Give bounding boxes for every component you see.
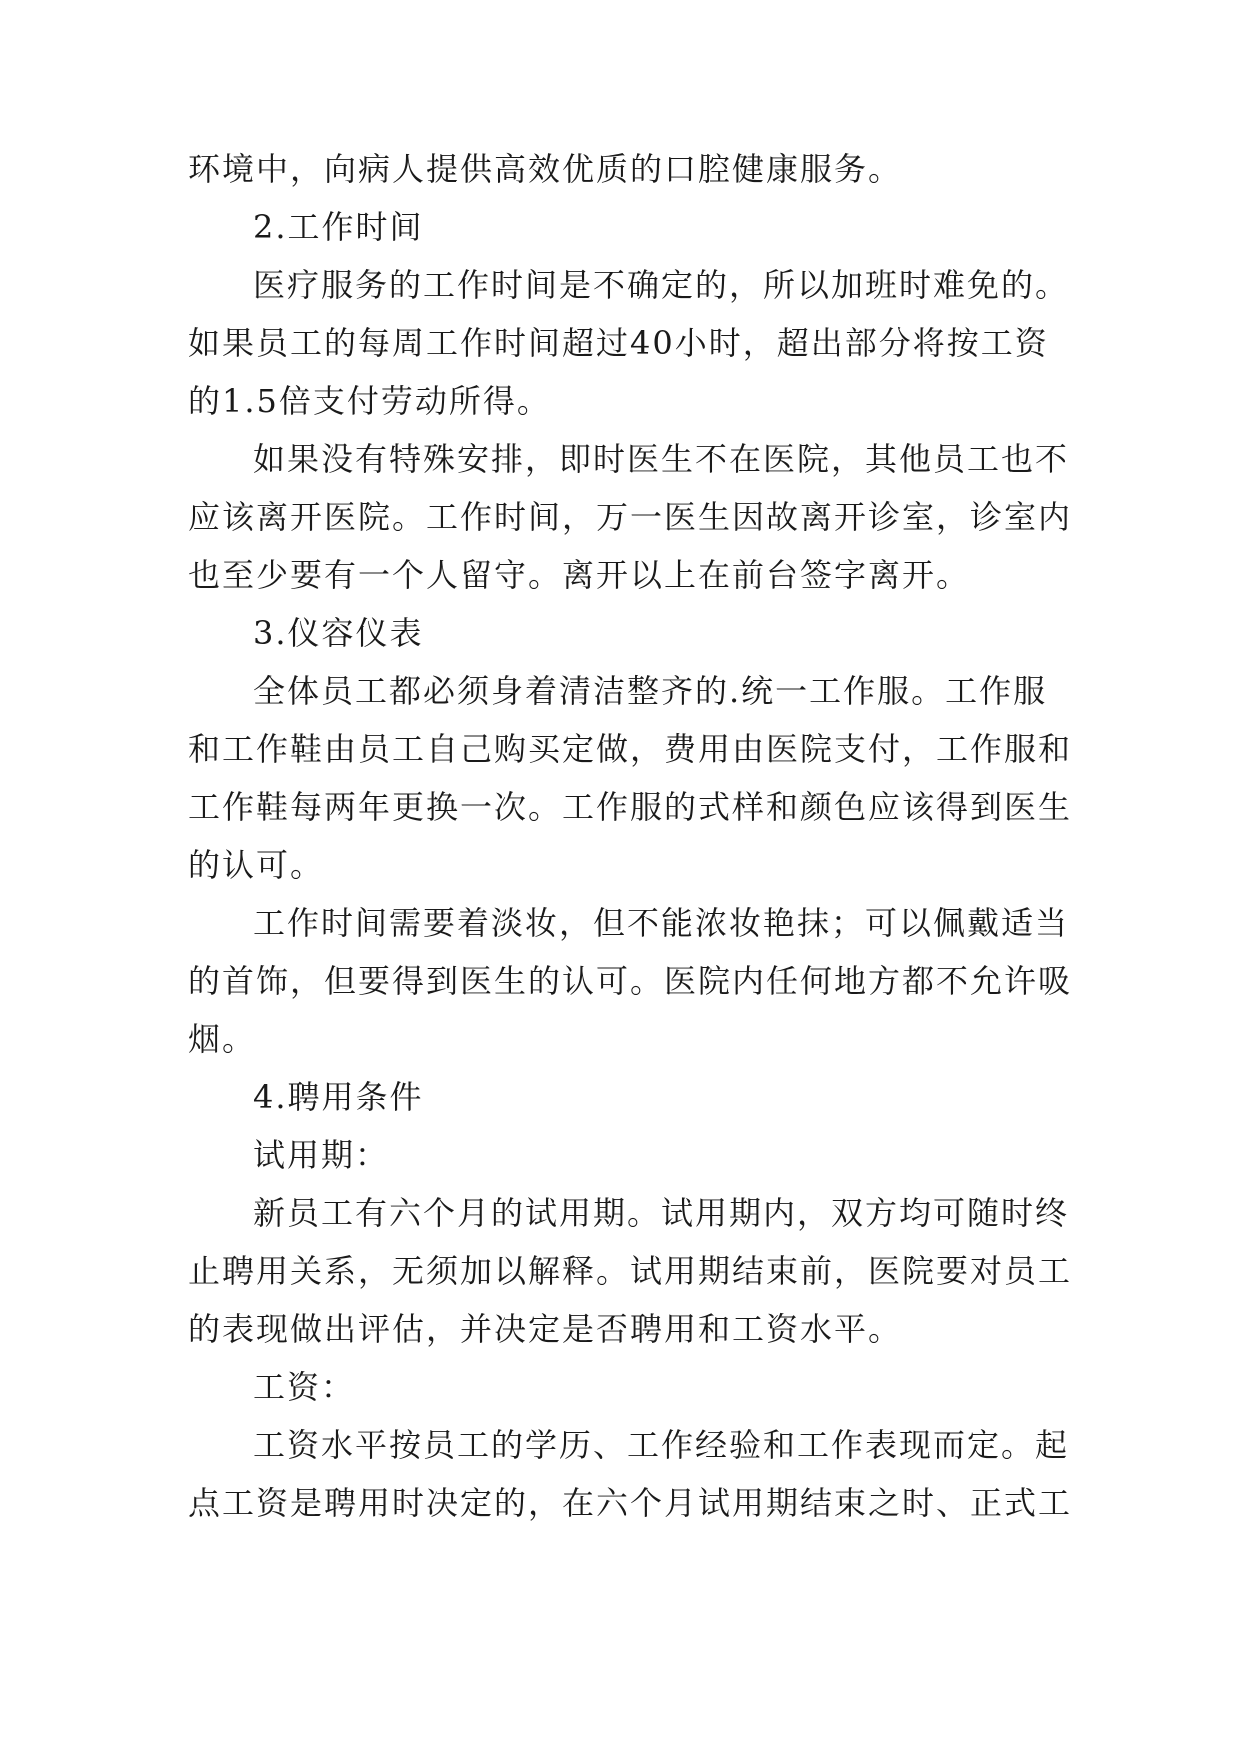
- section-heading-work-hours: 2.工作时间: [253, 208, 424, 246]
- body-text-line: 工资水平按员工的学历、工作经验和工作表现而定。起: [253, 1426, 1070, 1464]
- body-text-line: 点工资是聘用时决定的，在六个月试用期结束之时、正式工: [188, 1484, 1073, 1522]
- body-text-line: 和工作鞋由员工自己购买定做，费用由医院支付，工作服和: [188, 730, 1073, 768]
- section-heading-appearance: 3.仪容仪表: [253, 614, 424, 652]
- section-heading-employment-terms: 4.聘用条件: [253, 1078, 424, 1116]
- body-text-line: 环境中，向病人提供高效优质的口腔健康服务。: [188, 150, 903, 188]
- body-text-line: 也至少要有一个人留守。离开以上在前台签字离开。: [188, 556, 971, 594]
- body-text-line: 的1.5倍支付劳动所得。: [188, 382, 551, 420]
- body-text-line: 如果员工的每周工作时间超过40小时，超出部分将按工资: [188, 324, 1049, 362]
- body-text-line: 新员工有六个月的试用期。试用期内，双方均可随时终: [253, 1194, 1070, 1232]
- body-text-line: 工作鞋每两年更换一次。工作服的式样和颜色应该得到医生: [188, 788, 1073, 826]
- body-text-line: 医疗服务的工作时间是不确定的，所以加班时难免的。: [253, 266, 1070, 304]
- body-text-line: 工作时间需要着淡妆，但不能浓妆艳抹；可以佩戴适当: [253, 904, 1070, 942]
- body-text-line: 止聘用关系，无须加以解释。试用期结束前，医院要对员工: [188, 1252, 1073, 1290]
- subheading-salary: 工资：: [253, 1368, 356, 1406]
- body-text-line: 应该离开医院。工作时间，万一医生因故离开诊室，诊室内: [188, 498, 1073, 536]
- body-text-line: 的认可。: [188, 846, 325, 884]
- body-text-line: 烟。: [188, 1020, 257, 1058]
- body-text-line: 全体员工都必须身着清洁整齐的.统一工作服。工作服: [253, 672, 1048, 710]
- body-text-line: 的表现做出评估，并决定是否聘用和工资水平。: [188, 1310, 903, 1348]
- body-text-line: 的首饰，但要得到医生的认可。医院内任何地方都不允许吸: [188, 962, 1073, 1000]
- body-text-line: 如果没有特殊安排，即时医生不在医院，其他员工也不: [253, 440, 1070, 478]
- subheading-probation: 试用期：: [253, 1136, 390, 1174]
